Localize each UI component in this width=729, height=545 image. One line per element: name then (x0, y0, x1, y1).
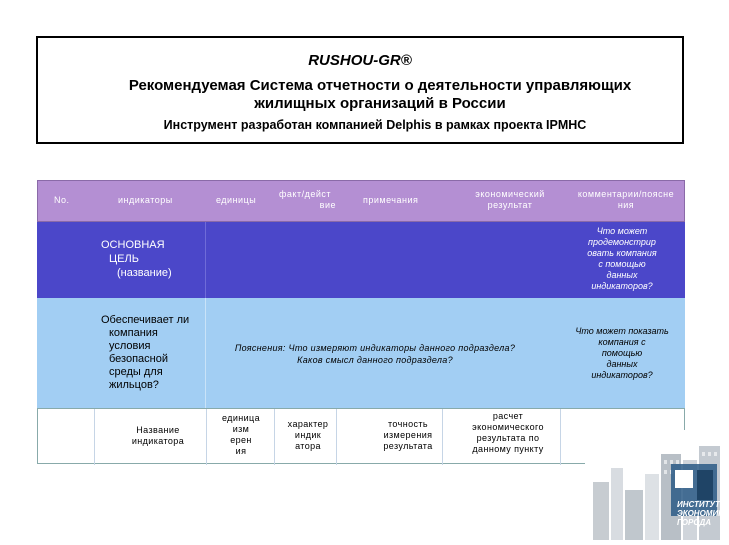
main-title-line-1: Рекомендуемая Система отчетности о деятельности управляющих (128, 77, 632, 94)
header-no: No. (54, 195, 70, 205)
indicator-character-line-2: индик (294, 430, 322, 440)
indicator-character (276, 419, 340, 452)
indicator-accuracy (360, 419, 456, 452)
indicator-unit-line-3: ерен (230, 435, 252, 445)
goal-label-line-2: ЦЕЛЬ (109, 253, 139, 265)
main-title (88, 77, 672, 113)
indicator-unit-line-1: единица (221, 413, 261, 423)
indicator-group-note-line-3: помощью (601, 348, 643, 358)
goal-divider (205, 222, 206, 298)
indicator-calculation (458, 411, 558, 455)
logo-line-1: ИНСТИТУТ (677, 500, 720, 509)
indicator-unit-line-4: ия (235, 446, 247, 456)
header-fact (274, 189, 336, 211)
indicator-unit (214, 413, 268, 457)
institute-logo-text (677, 500, 729, 527)
indicator-group-label-line-5: среды для (109, 366, 163, 378)
table-header-row (37, 180, 685, 222)
goal-label (101, 238, 172, 280)
header-econ (462, 189, 558, 211)
indicator-group-explanation-line-1: Пояснения: Что измеряют индикаторы данного подраздела? (234, 343, 516, 353)
goal-label-line-3: (название) (117, 267, 172, 279)
col-divider-3 (274, 409, 275, 465)
indicator-name-line-2: индикатора (131, 436, 185, 446)
indicator-calculation-line-4: данному пункту (472, 444, 544, 454)
header-comments-line-2: ния (617, 200, 635, 210)
indicator-accuracy-line-3: результата (383, 441, 433, 451)
indicator-group-note-line-4: данных (606, 359, 638, 369)
indicator-group-explanation-line-2: Каков смысл данного подраздела? (297, 355, 453, 365)
indicator-group-note-line-2: компания с (598, 337, 646, 347)
indicator-accuracy-line-2: измерения (383, 430, 433, 440)
goal-note-line-6: индикаторов? (591, 281, 653, 291)
indicator-calculation-line-2: экономического (472, 422, 544, 432)
indicator-name (110, 425, 206, 447)
indicator-group-label-line-6: жильцов? (109, 379, 159, 391)
brand-title: RUSHOU-GR® (308, 52, 412, 69)
main-title-line-2: жилищных организаций в России (254, 95, 506, 112)
indicator-calculation-line-1: расчет (492, 411, 524, 421)
report-table (37, 180, 685, 464)
indicator-group-note-line-5: индикаторов? (591, 370, 653, 380)
indicator-accuracy-line-1: точность (387, 419, 428, 429)
indicator-name-line-1: Название (136, 425, 180, 435)
indicator-group-label-line-3: условия (109, 340, 151, 352)
header-units: единицы (216, 195, 257, 205)
indicator-group-label (101, 314, 189, 392)
header-comments (566, 189, 686, 211)
header-comments-line-1: комментарии/поясне (577, 189, 675, 199)
goal-note-line-2: продемонстрир (588, 237, 656, 247)
col-divider-1 (94, 409, 95, 465)
logo-line-2: ЭКОНОМИКИ (677, 509, 729, 518)
indicator-group-explanation (205, 342, 545, 366)
col-divider-2 (206, 409, 207, 465)
city-logo-image (585, 430, 729, 540)
title-box (36, 36, 684, 144)
indicator-calculation-line-3: результата по (476, 433, 540, 443)
indicator-group-row (37, 298, 685, 408)
indicator-character-line-3: атора (295, 441, 321, 451)
indicator-group-label-line-2: компания (109, 327, 158, 339)
indicator-group-label-line-4: безопасной (109, 353, 169, 365)
goal-note-line-5: данных (606, 270, 638, 280)
header-indicators: индикаторы (118, 195, 173, 205)
header-notes: примечания (363, 195, 419, 205)
goal-note (559, 226, 685, 292)
goal-label-line-1: ОСНОВНАЯ (101, 239, 165, 251)
goal-note-line-3: овать компания (587, 248, 657, 258)
subtitle: Инструмент разработан компанией Delphis в рамках проекта IPMHC (163, 118, 587, 132)
goal-row (37, 222, 685, 298)
header-econ-line-1: экономический (475, 189, 545, 199)
indicator-character-line-1: характер (287, 419, 329, 429)
header-fact-line-1: факт/дейст (279, 189, 331, 199)
goal-note-line-1: Что может (596, 226, 648, 236)
logo-line-3: ГОРОДА (677, 518, 712, 527)
header-econ-line-2: результат (487, 200, 533, 210)
indicator-group-note-line-1: Что может показать (575, 326, 669, 336)
goal-note-line-4: с помощью (598, 259, 646, 269)
indicator-group-note (559, 326, 685, 381)
col-divider-6 (560, 409, 561, 465)
header-fact-line-2: вие (319, 200, 336, 210)
indicator-group-label-line-1: Обеспечивает ли (101, 314, 190, 326)
indicator-unit-line-2: изм (232, 424, 250, 434)
